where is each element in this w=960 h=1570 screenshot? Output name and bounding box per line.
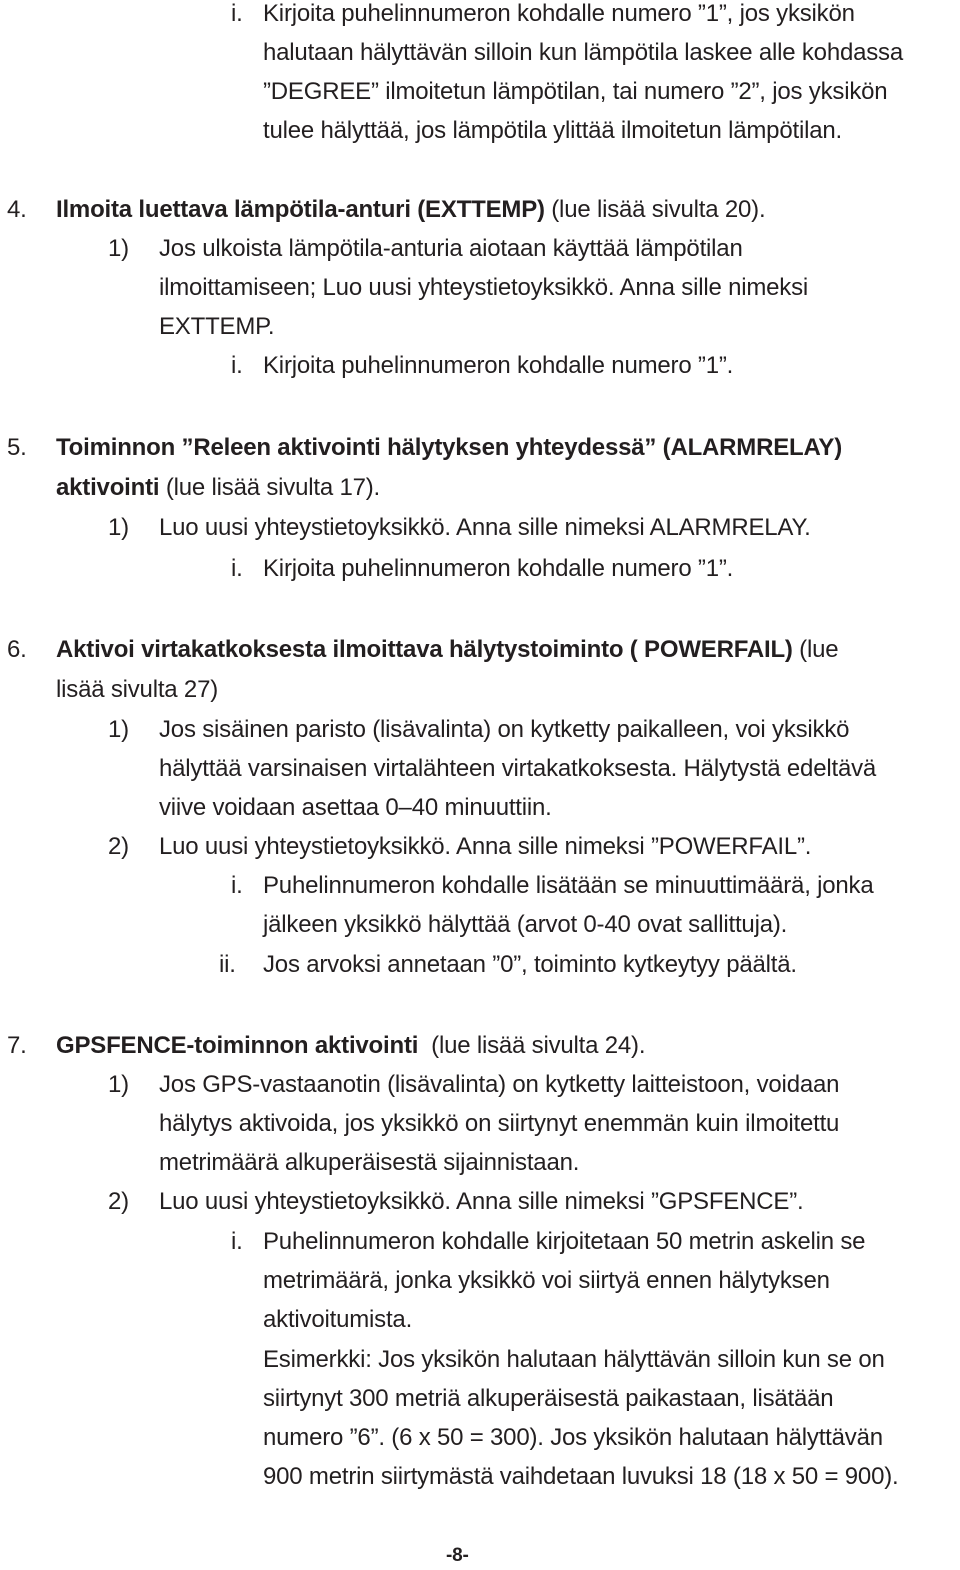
section-reference: lisää sivulta 27) <box>56 676 219 703</box>
paragraph-line: hälytys aktivoida, jos yksikkö on siirtynyt enemmän kuin ilmoitettu <box>159 1110 840 1137</box>
section-reference: (lue <box>792 636 839 663</box>
paragraph-line: Puhelinnumeron kohdalle kirjoitetaan 50 metrin askelin se <box>263 1228 866 1255</box>
paragraph-line: tulee hälyttää, jos lämpötila ylittää ilmoitetun lämpötilan. <box>263 117 842 144</box>
paragraph-line: Jos sisäinen paristo (lisävalinta) on kytketty paikalleen, voi yksikkö <box>159 716 850 743</box>
paragraph-line: Esimerkki: Jos yksikön halutaan hälyttävän silloin kun se on <box>263 1346 885 1373</box>
list-marker: ii. <box>219 951 236 978</box>
section-heading <box>56 474 380 502</box>
paragraph-line: EXTTEMP. <box>159 313 275 340</box>
paragraph-line: viive voidaan asettaa 0‒40 minuuttiin. <box>159 794 552 821</box>
section-heading <box>56 636 838 664</box>
list-marker: i. <box>231 555 243 582</box>
paragraph-line: Luo uusi yhteystietoyksikkö. Anna sille nimeksi ALARMRELAY. <box>159 514 811 541</box>
list-marker: i. <box>231 0 243 27</box>
section-title: aktivointi <box>56 474 160 501</box>
section-number: 5. <box>7 434 27 461</box>
list-marker: i. <box>231 1228 243 1255</box>
section-reference: (lue lisää sivulta 20). <box>544 196 766 223</box>
list-marker: 1) <box>108 235 129 262</box>
section-heading <box>56 196 765 224</box>
paragraph-line: siirtynyt 300 metriä alkuperäisestä paikastaan, lisätään <box>263 1385 834 1412</box>
section-title: Ilmoita luettava lämpötila-anturi (EXTTEMP) <box>56 196 545 223</box>
paragraph-line: Kirjoita puhelinnumeron kohdalle numero ”1”. <box>263 352 734 379</box>
list-marker: 1) <box>108 514 129 541</box>
paragraph-line: 900 metrin siirtymästä vaihdetaan luvuksi 18 (18 x 50 = 900). <box>263 1463 899 1490</box>
page-number: -8- <box>446 1545 469 1566</box>
section-reference: (lue lisää sivulta 24). <box>418 1032 646 1059</box>
paragraph-line: Luo uusi yhteystietoyksikkö. Anna sille nimeksi ”POWERFAIL”. <box>159 833 812 860</box>
paragraph-line: aktivoitumista. <box>263 1306 413 1333</box>
paragraph-line: ilmoittamiseen; Luo uusi yhteystietoyksikkö. Anna sille nimeksi <box>159 274 809 301</box>
paragraph-line: hälyttää varsinaisen virtalähteen virtakatkoksesta. Hälytystä edeltävä <box>159 755 877 782</box>
section-title: Aktivoi virtakatkoksesta ilmoittava hälytystoiminto ( POWERFAIL) <box>56 636 793 663</box>
section-title: Toiminnon ”Releen aktivointi hälytyksen yhteydessä” (ALARMRELAY) <box>56 434 843 461</box>
list-marker: 2) <box>108 833 129 860</box>
section-number: 6. <box>7 636 27 663</box>
paragraph-line: metrimäärä alkuperäisestä sijainnistaan. <box>159 1149 580 1176</box>
section-title: GPSFENCE-toiminnon aktivointi <box>56 1032 419 1059</box>
paragraph-line: Kirjoita puhelinnumeron kohdalle numero ”1”, jos yksikön <box>263 0 855 27</box>
section-number: 4. <box>7 196 27 223</box>
paragraph-line: Kirjoita puhelinnumeron kohdalle numero ”1”. <box>263 555 734 582</box>
paragraph-line: Luo uusi yhteystietoyksikkö. Anna sille nimeksi ”GPSFENCE”. <box>159 1188 804 1215</box>
list-marker: 1) <box>108 1071 129 1098</box>
paragraph-line: metrimäärä, jonka yksikkö voi siirtyä ennen hälytyksen <box>263 1267 830 1294</box>
paragraph-line: ”DEGREE” ilmoitetun lämpötilan, tai numero ”2”, jos yksikön <box>263 78 888 105</box>
section-number: 7. <box>7 1032 27 1059</box>
list-marker: i. <box>231 352 243 379</box>
list-marker: i. <box>231 872 243 899</box>
paragraph-line: Jos ulkoista lämpötila-anturia aiotaan käyttää lämpötilan <box>159 235 743 262</box>
section-heading <box>56 1032 645 1060</box>
paragraph-line: Puhelinnumeron kohdalle lisätään se minuuttimäärä, jonka <box>263 872 874 899</box>
paragraph-line: Jos GPS-vastaanotin (lisävalinta) on kytketty laitteistoon, voidaan <box>159 1071 840 1098</box>
list-marker: 2) <box>108 1188 129 1215</box>
paragraph-line: numero ”6”. (6 x 50 = 300). Jos yksikön halutaan hälyttävän <box>263 1424 883 1451</box>
paragraph-line: jälkeen yksikkö hälyttää (arvot 0-40 ovat sallittuja). <box>263 911 788 938</box>
section-reference: (lue lisää sivulta 17). <box>159 474 380 501</box>
list-marker: 1) <box>108 716 129 743</box>
paragraph-line: halutaan hälyttävän silloin kun lämpötila laskee alle kohdassa <box>263 39 904 66</box>
paragraph-line: Jos arvoksi annetaan ”0”, toiminto kytkeytyy päältä. <box>263 951 797 978</box>
